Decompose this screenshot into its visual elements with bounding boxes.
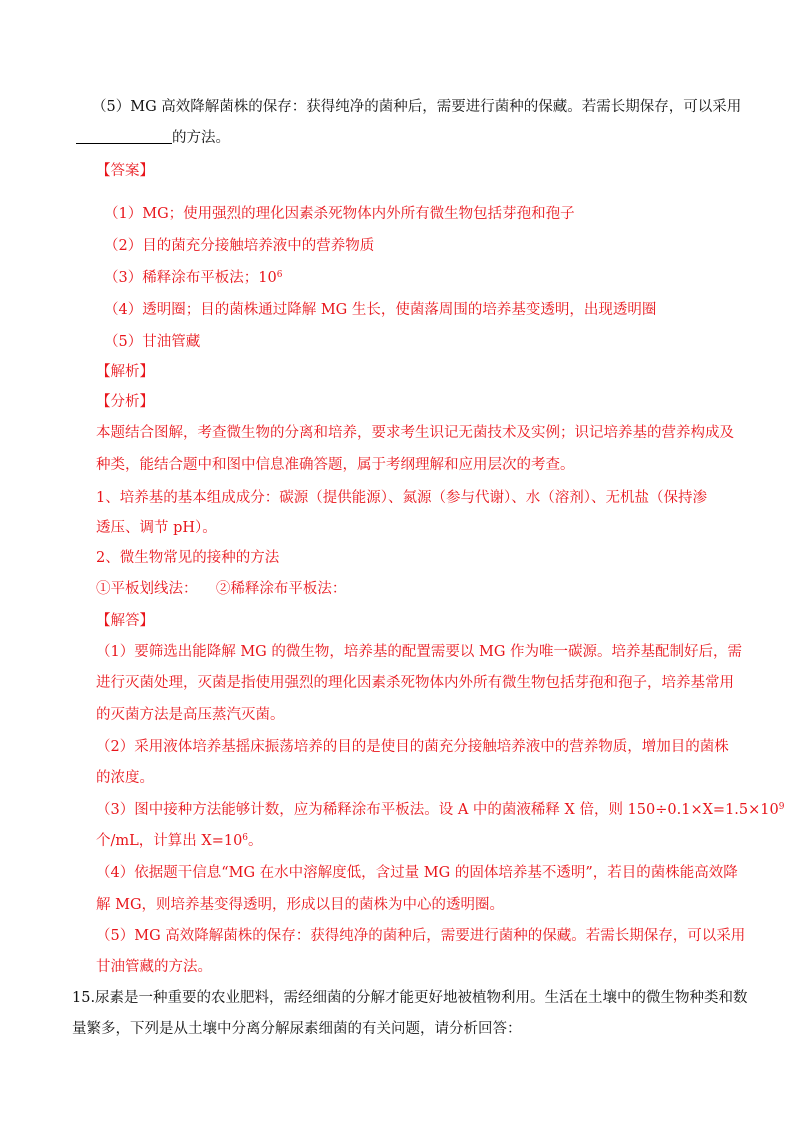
answer-item-2: （2）目的菌充分接触培养液中的营养物质 — [104, 238, 375, 254]
answer-item-5: （5）甘油管藏 — [104, 334, 201, 350]
question-5-line1: （5）MG 高效降解菌株的保存：获得纯净的菌种后，需要进行菌种的保藏。若需长期保存，可以采用 — [92, 99, 742, 115]
question-5-suffix: 的方法。 — [172, 130, 230, 146]
jieda-label: 【解答】 — [96, 613, 154, 629]
jieda-3-line-1-text: （3）图中接种方法能够计数，应为稀释涂布平板法。设 A 中的菌液稀释 X 倍，则 150÷0.1×X=1.5×10 — [96, 802, 779, 818]
question-5-line2 — [76, 128, 230, 148]
fenxi-line-3: 1、培养基的基本组成成分：碳源（提供能源）、氮源（参与代谢）、水（溶剂）、无机盐（保持渗 — [96, 490, 707, 506]
jieda-3-line-1 — [96, 800, 784, 820]
jieda-line-6: （4）依据题干信息“MG 在水中溶解度低，含过量 MG 的固体培养基不透明”，若目的菌株能高效降 — [96, 865, 738, 881]
answer-label: 【答案】 — [96, 163, 154, 179]
jieda-line-5: 的浓度。 — [96, 770, 154, 786]
answer-item-3 — [104, 268, 282, 288]
jieda-3-line-2-text: 个/mL，计算出 X=10 — [96, 833, 243, 849]
jieda-line-8: （5）MG 高效降解菌株的保存：获得纯净的菌种后，需要进行菌种的保藏。若需长期保存，可以采用 — [96, 928, 746, 944]
jieda-line-3: 的灭菌方法是高压蒸汽灭菌。 — [96, 707, 285, 723]
jieda-line-2: 进行灭菌处理，灭菌是指使用强烈的理化因素杀死物体内外所有微生物包括芽孢和孢子，培养基常用 — [96, 675, 734, 691]
fenxi-line-1: 本题结合图解，考查微生物的分离和培养，要求考生识记无菌技术及实例；识记培养基的营养构成及 — [96, 425, 734, 441]
question-15-line-1: 15.尿素是一种重要的农业肥料，需经细菌的分解才能更好地被植物利用。生活在土壤中的微生物种类和数 — [72, 990, 748, 1006]
jieda-3-line-2 — [96, 831, 263, 851]
jieda-3-line-1-sup: 9 — [778, 802, 785, 812]
analysis-label: 【解析】 — [96, 364, 154, 380]
fenxi-line-2: 种类，能结合题中和图中信息准确答题，属于考纲理解和应用层次的考查。 — [96, 457, 575, 473]
fenxi-line-6: ①平板划线法： ②稀释涂布平板法： — [96, 581, 347, 597]
jieda-line-7: 解 MG，则培养基变得透明，形成以目的菌株为中心的透明圈。 — [96, 897, 505, 913]
answer-blank — [76, 129, 172, 144]
jieda-line-9: 甘油管藏的方法。 — [96, 959, 212, 975]
jieda-line-1: （1）要筛选出能降解 MG 的微生物，培养基的配置需要以 MG 作为唯一碳源。培养基配制好后，需 — [96, 644, 743, 660]
answer-item-3-sup: 6 — [276, 270, 283, 280]
jieda-line-4: （2）采用液体培养基摇床振荡培养的目的是使目的菌充分接触培养液中的营养物质，增加目的菌株 — [96, 739, 729, 755]
fenxi-label: 【分析】 — [96, 394, 154, 410]
question-15-line-2: 量繁多，下列是从土壤中分离分解尿素细菌的有关问题，请分析回答： — [72, 1021, 522, 1037]
jieda-3-line-2-end: 。 — [248, 833, 263, 849]
answer-item-4: （4）透明圈；目的菌株通过降解 MG 生长，使菌落周围的培养基变透明，出现透明圈 — [104, 302, 657, 318]
answer-item-3-text: （3）稀释涂布平板法；10 — [104, 270, 277, 286]
fenxi-line-5: 2、微生物常见的接种的方法 — [96, 550, 280, 566]
jieda-3-line-2-sup: 6 — [242, 833, 249, 843]
answer-item-1: （1）MG；使用强烈的理化因素杀死物体内外所有微生物包括芽孢和孢子 — [104, 206, 575, 222]
fenxi-line-4: 透压、调节 pH）。 — [96, 520, 217, 536]
